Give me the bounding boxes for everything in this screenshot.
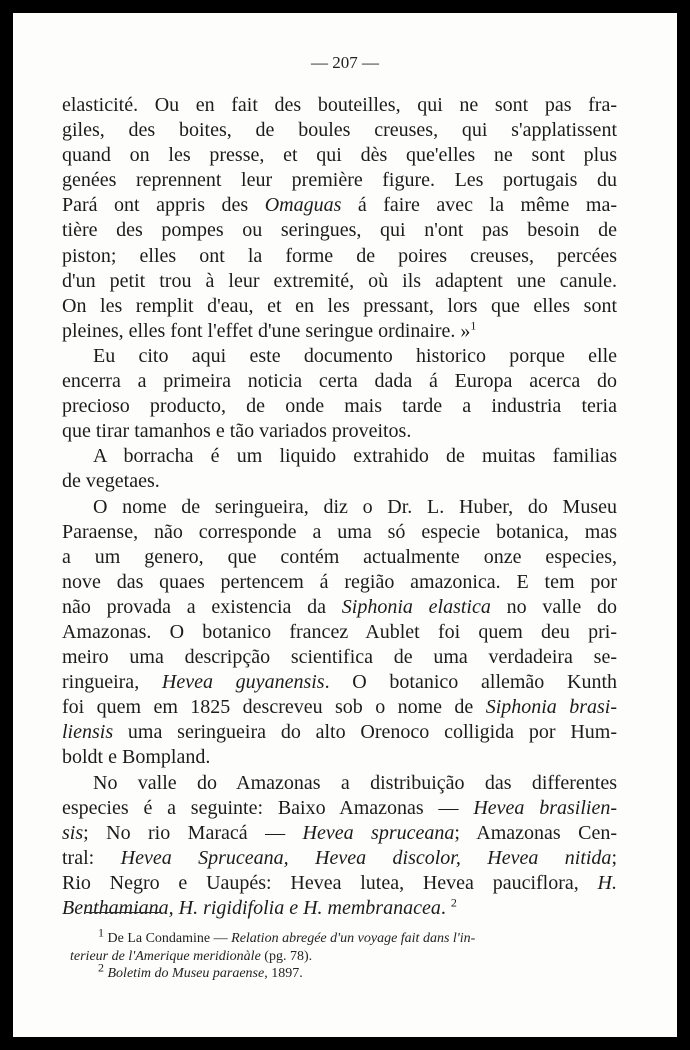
italic-term: liensis — [62, 721, 114, 744]
italic-term: Siphonia brasi- — [485, 696, 617, 719]
text-line: precioso producto, de onde mais tarde a industria teria — [62, 395, 617, 418]
book-page — [13, 13, 677, 1037]
footnote-marker: 2 — [98, 960, 104, 975]
text-line: boldt e Bompland. — [62, 746, 211, 769]
text-line: meiro uma descripção scientifica de uma verdadeira se- — [62, 646, 617, 669]
text-line: pleines, elles font l'effet d'une seringue ordinaire. »$^1$ — [62, 318, 477, 342]
text-line: piston; elles ont la forme de poires creuses, percées — [62, 244, 617, 267]
text-line: Eu cito aqui este documento historico porque elle — [93, 344, 617, 367]
text-line: O nome de seringueira, diz o Dr. L. Huber, do Museu — [93, 495, 617, 518]
text-line: Rio Negro e Uaupés: Hevea lutea, Hevea pauciflora, H. — [62, 871, 617, 894]
page-number: — 207 — — [311, 53, 379, 72]
text-line: quand on les presse, et qui dès que'elles ne sont plus — [62, 144, 617, 167]
footnote-marker: 1 — [98, 925, 104, 940]
text-line: Pará ont appris des Omaguas á faire avec la même ma- — [62, 194, 617, 217]
paragraph-quote — [62, 93, 617, 344]
footnote-2: $^2$ Boletim do Museu paraense, 1897. — [98, 960, 303, 981]
text-line: elasticité. Ou en fait des bouteilles, qui ne sont pas fra- — [62, 94, 617, 116]
italic-term: Hevea brasilien- — [473, 796, 617, 819]
paragraph — [62, 344, 617, 444]
italic-term: Siphonia elastica — [341, 595, 491, 618]
italic-term: Omaguas — [264, 194, 342, 217]
italic-term: Hevea guyanensis — [161, 671, 325, 694]
body-text — [62, 93, 617, 921]
text-line: A borracha é um liquido extrahido de muitas familias — [93, 445, 617, 468]
text-line: On les remplit d'eau, et en les pressant, lors que elles sont — [62, 294, 617, 317]
paragraph — [62, 771, 617, 922]
text-line: Paraense, não corresponde a uma só especie botanica, mas — [62, 520, 617, 543]
text-line: que tirar tamanhos e tão variados proveitos. — [62, 420, 412, 443]
text-line: liensis uma seringueira do alto Orenoco colligida por Hum- — [62, 721, 617, 744]
footnote-marker: 1 — [470, 318, 477, 333]
text-line: não provada a existencia da Siphonia elastica no valle do — [62, 595, 617, 618]
footnote-marker: 2 — [450, 895, 457, 910]
text-line: tière des pompes ou seringues, qui n'ont pas besoin de — [62, 219, 617, 242]
italic-term: Benthamiana, H. rigidifolia e H. membranacea — [62, 897, 441, 919]
text-line: tral: Hevea Spruceana, Hevea discolor, Hevea nitida; — [62, 846, 617, 869]
text-line: a um genero, que contém actualmente onze especies, — [62, 545, 617, 568]
text-line: Amazonas. O botanico francez Aublet foi quem deu pri- — [62, 620, 617, 643]
text-line: d'un petit trou à leur extremité, où ils adaptent une canule. — [62, 269, 617, 292]
text-line: giles, des boites, de boules creuses, qui s'applatissent — [62, 119, 617, 142]
paragraph — [62, 444, 617, 494]
text-line: encerra a primeira noticia certa dada á Europa acerca do — [62, 370, 617, 393]
text-line: nove das quaes pertencem á região amazonica. E tem por — [62, 570, 617, 593]
text-line: sis; No rio Maracá — Hevea spruceana; Amazonas Cen- — [62, 821, 617, 844]
italic-term: H. — [597, 871, 617, 894]
footnotes — [70, 925, 617, 983]
text-line: ringueira, Hevea guyanensis. O botanico allemão Kunth — [62, 671, 618, 694]
footnote-divider — [86, 912, 161, 913]
italic-term: sis — [62, 821, 84, 844]
footnote-1-cont: terieur de l'Amerique meridionàle (pg. 78). — [70, 948, 313, 964]
text-line: No valle do Amazonas a distribuição das differentes — [93, 771, 617, 794]
footnote-1: $^1$ De La Condamine — Relation abregée d'un voyage fait dans l'in- — [98, 925, 476, 946]
italic-term: Hevea spruceana — [302, 821, 455, 844]
text-line: de vegetaes. — [62, 470, 160, 493]
text-line: genées reprennent leur première figure. Les portugais du — [62, 169, 617, 192]
paragraph — [62, 495, 617, 771]
text-line: Benthamiana, H. rigidifolia e H. membranacea. $^2$ — [62, 895, 457, 919]
text-line: especies é a seguinte: Baixo Amazonas — Hevea brasilien- — [62, 796, 617, 819]
text-line: foi quem em 1825 descreveu sob o nome de Siphonia brasi- — [62, 696, 617, 719]
italic-term: Hevea Spruceana, Hevea discolor, Hevea nitida — [120, 846, 612, 869]
